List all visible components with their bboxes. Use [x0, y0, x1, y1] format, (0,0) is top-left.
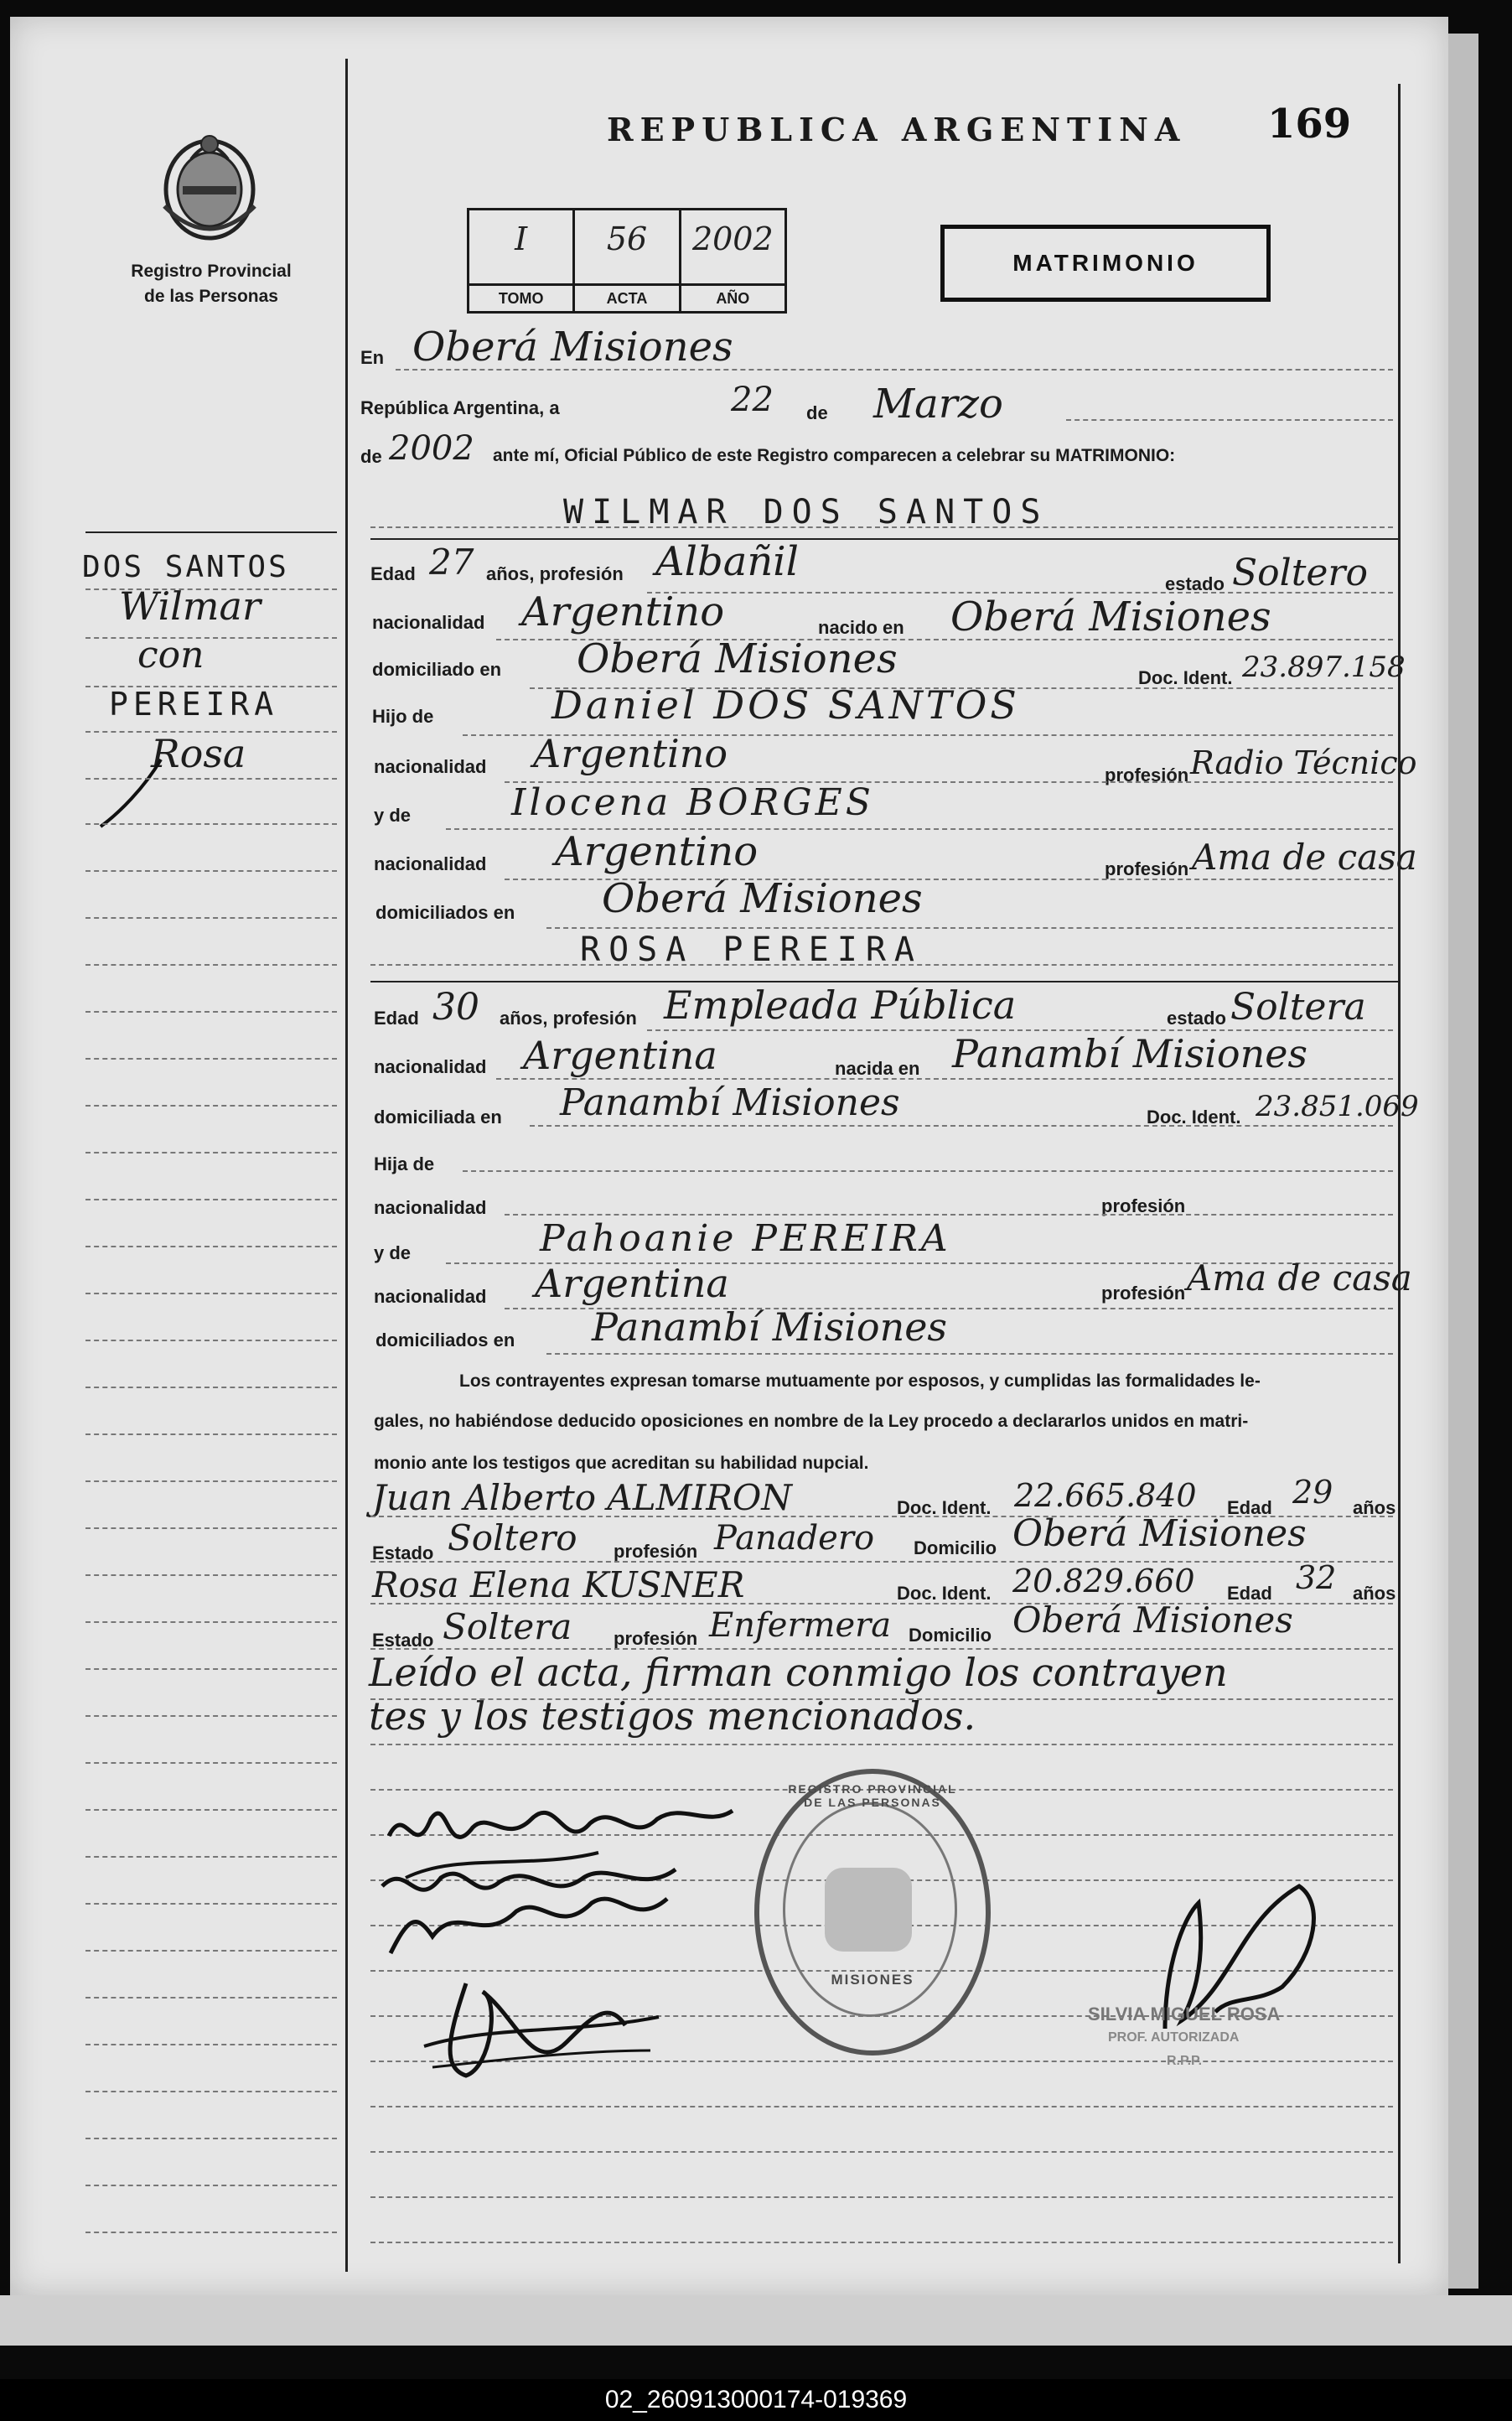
country-heading: REPUBLICA ARGENTINA [607, 111, 1187, 148]
bride-nacionalidad-label: nacionalidad [374, 1056, 487, 1077]
witness-1-estado-label: Estado [372, 1542, 434, 1563]
margin-ruled-line [85, 1997, 337, 1998]
bride-father-line [463, 1170, 1393, 1172]
margin-ruled-line [85, 588, 337, 590]
witness-2-estado: Soltera [443, 1606, 572, 1647]
coat-of-arms-icon [158, 126, 261, 243]
bride-parents-dom: Panambí Misiones [592, 1304, 948, 1350]
witness-2-doc: 20.829.660 [1012, 1563, 1195, 1599]
registry-name-line-1: Registro Provincial [131, 262, 292, 281]
ruled-line [370, 2196, 1393, 2198]
bride-estado: Soltera [1230, 986, 1366, 1029]
groom-parents-dom-line [546, 927, 1393, 929]
margin-ruled-line [85, 686, 337, 687]
groom-profession: Albañil [655, 538, 799, 585]
margin-ruled-line [85, 1340, 337, 1341]
witness-2-profesion-label: profesión [614, 1628, 698, 1649]
margin-ruled-line [85, 917, 337, 919]
margin-ruled-line [85, 1668, 337, 1670]
groom-nationality: Argentino [521, 588, 725, 635]
groom-mother-prof: Ama de casa [1192, 837, 1417, 878]
groom-yde-label: y de [374, 805, 412, 826]
margin-given-name-2: Rosa [151, 731, 246, 776]
groom-age: 27 [429, 542, 474, 583]
margin-ruled-line [85, 2185, 337, 2186]
de2-label: de [360, 446, 382, 467]
margin-ruled-line [85, 870, 337, 872]
registry-name-line-2: de las Personas [144, 287, 278, 306]
groom-domiciliado-label: domiciliado en [372, 659, 502, 680]
en-label: En [360, 347, 385, 368]
margin-ruled-line [85, 1152, 337, 1153]
groom-hijo-label: Hijo de [372, 706, 434, 727]
bride-parents-dom-label: domiciliados en [375, 1330, 515, 1350]
ruled-line [370, 2242, 1393, 2243]
place-line [396, 369, 1393, 371]
witness-2-domicilio-label: Domicilio [909, 1625, 992, 1646]
witness-signature [416, 1967, 667, 2092]
groom-nacionalidad-label: nacionalidad [372, 612, 485, 633]
margin-ruled-line [85, 1105, 337, 1107]
official-stamp-line-2: PROF. AUTORIZADA [1108, 2030, 1240, 2045]
bride-father-prof-label: profesión [1101, 1195, 1186, 1216]
month-value: Marzo [873, 381, 1003, 428]
ruled-line [370, 2151, 1393, 2153]
bride-profession: Empleada Pública [664, 982, 1017, 1028]
margin-given-name-1: Wilmar [119, 583, 261, 629]
tomo-acta-ano-box [467, 208, 787, 314]
acta-value: 56 [606, 220, 648, 257]
margin-surname-1: DOS SANTOS [82, 550, 289, 584]
margin-con: con [137, 634, 205, 677]
bride-name-line [370, 964, 1393, 966]
witness-1-age: 29 [1292, 1474, 1333, 1511]
acta-cell [575, 210, 681, 311]
margin-ruled-line [85, 1433, 337, 1435]
bride-mother-nat: Argentina [535, 1261, 729, 1306]
ruled-line [370, 2106, 1393, 2107]
margin-ruled-line [85, 1293, 337, 1294]
de-label: de [806, 402, 828, 423]
margin-ruled-line [85, 1387, 337, 1388]
tomo-label: TOMO [469, 283, 572, 311]
bride-name: ROSA PEREIRA [580, 931, 923, 969]
groom-doc: 23.897.158 [1242, 651, 1406, 684]
groom-estado: Soltero [1232, 552, 1368, 594]
margin-ruled-line [85, 2091, 337, 2092]
acta-label: ACTA [575, 283, 678, 311]
formal-text-line-3: monio ante los testigos que acreditan su habilidad nupcial. [374, 1454, 869, 1473]
closing-line-2: tes y los testigos mencionados. [369, 1693, 976, 1739]
seal-bottom-text: MISIONES [831, 1972, 914, 1988]
margin-ruled-line [85, 1527, 337, 1529]
groom-father-nat: Argentino [533, 731, 728, 776]
bride-doc-label: Doc. Ident. [1147, 1107, 1241, 1128]
groom-name: WILMAR DOS SANTOS [563, 493, 1049, 531]
witness-2-domicile: Oberá Misiones [1012, 1599, 1293, 1641]
margin-ruled-line [85, 1715, 337, 1717]
margin-ruled-line [85, 2232, 337, 2233]
witness-1-doc-label: Doc. Ident. [897, 1497, 992, 1518]
bride-nacida-label: nacida en [835, 1058, 920, 1079]
groom-nacido-label: nacido en [818, 617, 904, 638]
groom-name-line [370, 526, 1393, 528]
formal-text-line-2: gales, no habiéndose deducido oposiciones en nombre de la Ley procedo a declararlos unidos en matri- [374, 1412, 1249, 1431]
witness-1-name: Juan Alberto ALMIRON [372, 1477, 793, 1518]
seal-emblem [825, 1868, 912, 1952]
bride-signature [374, 1853, 709, 1962]
witness-1-profesion-label: profesión [614, 1541, 698, 1562]
witness-1-domicilio-label: Domicilio [914, 1537, 997, 1558]
bride-father-nat-label: nacionalidad [374, 1197, 487, 1218]
bride-hija-label: Hija de [374, 1153, 435, 1174]
margin-column-rule [345, 59, 348, 2272]
official-stamp-line-3: R.P.P. [1167, 2054, 1203, 2068]
margin-ruled-line [85, 1809, 337, 1811]
bride-birthplace: Panambí Misiones [952, 1031, 1308, 1076]
page-edge [1448, 34, 1478, 2289]
witness-2-edad-label: Edad [1227, 1583, 1272, 1604]
groom-edad-label: Edad [370, 563, 416, 584]
witness-1-profession: Panadero [714, 1519, 875, 1558]
ano-label: AÑO [681, 283, 784, 311]
groom-mother-prof-label: profesión [1105, 858, 1189, 879]
formal-text-line-1: Los contrayentes expresan tomarse mutuamente por esposos, y cumplidas las formalidades le- [459, 1371, 1261, 1391]
margin-ruled-line [85, 1856, 337, 1858]
witness-1-domicile: Oberá Misiones [1012, 1512, 1307, 1555]
provincial-registry-seal [754, 1769, 991, 2056]
bride-age: 30 [432, 986, 479, 1029]
statement-text: ante mí, Oficial Público de este Registro comparecen a celebrar su MATRIMONIO: [493, 446, 1176, 465]
witness-2-anos-label: años [1353, 1583, 1396, 1604]
witness-1-anos-label: años [1353, 1497, 1396, 1518]
groom-anos-profesion-label: años, profesión [486, 563, 624, 584]
margin-top-rule [85, 531, 337, 533]
bride-mother-prof-label: profesión [1101, 1283, 1186, 1304]
groom-mother: Ilocena BORGES [511, 781, 874, 824]
margin-ruled-line [85, 637, 337, 639]
witness-2-name: Rosa Elena KUSNER [372, 1564, 745, 1605]
groom-father-prof-label: profesión [1105, 765, 1189, 785]
groom-mother-nat: Argentino [555, 828, 759, 875]
margin-ruled-line [85, 2044, 337, 2045]
act-type-box: MATRIMONIO [940, 225, 1271, 302]
official-stamp-line-1: SILVIA MIGUEL ROSA [1088, 2004, 1281, 2024]
groom-doc-label: Doc. Ident. [1138, 667, 1233, 688]
margin-ruled-line [85, 1762, 337, 1764]
margin-ruled-line [85, 1480, 337, 1482]
seal-ring-text: REGISTRO PROVINCIAL DE LAS PERSONAS [788, 1782, 957, 1809]
groom-birthplace: Oberá Misiones [950, 594, 1271, 640]
tomo-value: I [515, 220, 528, 257]
bride-domicile-line [530, 1125, 1393, 1127]
bride-mother: Pahoanie PEREIRA [540, 1217, 951, 1260]
margin-ruled-line [85, 731, 337, 733]
document-page [10, 17, 1448, 2295]
margin-ruled-line [85, 1058, 337, 1060]
witness-2-estado-label: Estado [372, 1630, 434, 1651]
bride-domiciliada-label: domiciliada en [374, 1107, 502, 1128]
margin-ruled-line [85, 1574, 337, 1576]
tomo-cell [469, 210, 575, 311]
bride-mother-nat-label: nacionalidad [374, 1286, 487, 1307]
margin-ruled-line [85, 1199, 337, 1200]
witness-1-line-b [370, 1561, 1393, 1563]
witness-1-edad-label: Edad [1227, 1497, 1272, 1518]
witness-2-age: 32 [1296, 1559, 1337, 1596]
witness-1-estado: Soltero [448, 1517, 577, 1558]
date-line [1066, 419, 1393, 421]
folio-number: 169 [1267, 101, 1352, 148]
margin-ruled-line [85, 2138, 337, 2139]
groom-father: Daniel DOS SANTOS [551, 682, 1020, 728]
bride-yde-label: y de [374, 1242, 412, 1263]
witness-2-profession: Enfermera [709, 1606, 892, 1645]
margin-ruled-line [85, 1011, 337, 1013]
closing-line-2-rule [370, 1744, 1393, 1745]
bride-anos-profesion-label: años, profesión [500, 1008, 637, 1029]
margin-ruled-line [85, 1903, 337, 1905]
margin-surname-2: PEREIRA [109, 686, 279, 723]
groom-rule [370, 538, 1398, 540]
bride-nationality: Argentina [523, 1033, 717, 1078]
groom-father-prof: Radio Técnico [1190, 744, 1417, 781]
closing-line-1: Leído el acta, firman conmigo los contrayen [369, 1650, 1228, 1695]
groom-domicile: Oberá Misiones [577, 635, 898, 682]
witness-1-doc: 22.665.840 [1014, 1477, 1197, 1514]
groom-parents-dom: Oberá Misiones [602, 875, 923, 922]
bride-parents-dom-line [546, 1353, 1393, 1355]
margin-ruled-line [85, 1621, 337, 1623]
place-value: Oberá Misiones [412, 324, 733, 371]
margin-ruled-line [85, 1246, 337, 1247]
day-value: 22 [731, 381, 774, 419]
image-id-label: 02_260913000174-019369 [0, 2379, 1512, 2421]
republica-label: República Argentina, a [360, 397, 560, 418]
bride-edad-label: Edad [374, 1008, 419, 1029]
bride-mother-prof: Ama de casa [1187, 1257, 1412, 1299]
groom-mother-nat-label: nacionalidad [374, 853, 487, 874]
ano-value: 2002 [691, 220, 774, 257]
groom-estado-label: estado [1165, 573, 1225, 594]
bride-father-nat-line [505, 1214, 1393, 1216]
margin-ruled-line [85, 1950, 337, 1952]
scan-bottom-strip [0, 2295, 1512, 2346]
margin-ruled-line [85, 964, 337, 966]
right-column-rule [1398, 84, 1401, 2263]
margin-stroke [94, 754, 178, 830]
groom-father-nat-label: nacionalidad [374, 756, 487, 777]
bride-domicile: Panambí Misiones [560, 1081, 900, 1124]
bride-nationality-line [496, 1078, 1393, 1080]
bride-estado-label: estado [1167, 1008, 1226, 1029]
groom-parents-dom-label: domiciliados en [375, 902, 515, 923]
margin-ruled-line [85, 823, 337, 825]
witness-2-doc-label: Doc. Ident. [897, 1583, 992, 1604]
bride-doc: 23.851.069 [1256, 1090, 1419, 1123]
ano-cell [681, 210, 784, 311]
year-value: 2002 [389, 429, 474, 468]
margin-ruled-line [85, 778, 337, 780]
